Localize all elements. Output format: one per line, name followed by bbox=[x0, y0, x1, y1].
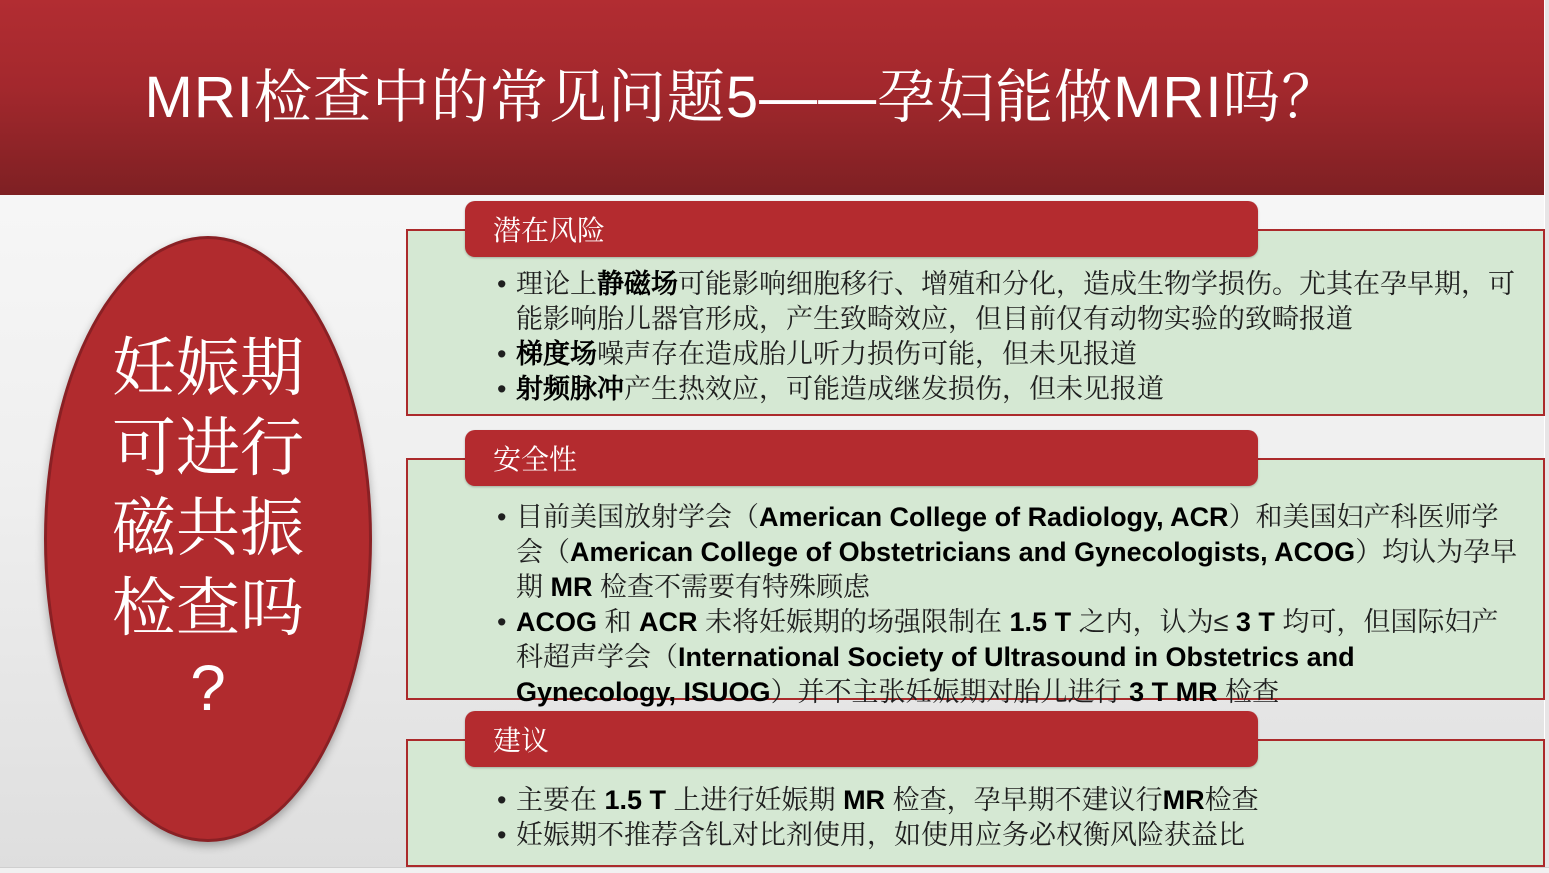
bullet-item bbox=[497, 267, 1521, 337]
section-body-potential-risks bbox=[406, 229, 1545, 416]
bullet-item bbox=[497, 783, 1521, 818]
question-line: 磁共振 bbox=[112, 492, 304, 564]
question-line: 妊娠期 bbox=[112, 332, 304, 404]
bullet-list-safety bbox=[408, 460, 1543, 710]
bullet-item bbox=[497, 605, 1521, 710]
text-run: 梯度场 bbox=[516, 339, 597, 369]
text-run: 目前美国放射学会（ bbox=[516, 502, 759, 532]
bullet-item bbox=[497, 500, 1521, 605]
slide-title: MRI检查中的常见问题5——孕妇能做MRI吗？ bbox=[144, 64, 1341, 130]
text-run: 主要在 bbox=[516, 785, 605, 815]
question-line: ? bbox=[190, 652, 226, 724]
section-header-recommendations bbox=[465, 711, 1258, 767]
section-header-label: 建议 bbox=[493, 725, 550, 756]
text-run: ）并不主张妊娠期对胎儿进行 bbox=[770, 677, 1130, 707]
text-run: 射频脉冲 bbox=[516, 374, 624, 404]
question-line: 检查吗 bbox=[112, 572, 304, 644]
text-run: 理论上 bbox=[516, 269, 597, 299]
text-run: American College of Radiology, ACR bbox=[759, 502, 1229, 532]
bullet-item bbox=[497, 372, 1521, 407]
text-run: MR bbox=[550, 572, 593, 602]
text-run: American College of Obstetricians and Gynecologists, ACOG bbox=[570, 537, 1356, 567]
bullet-item bbox=[497, 818, 1521, 853]
text-run: ）和美国妇产科医师学会（ bbox=[516, 502, 1499, 567]
text-run: 检查 bbox=[1204, 785, 1259, 815]
text-run: 噪声存在造成胎儿听力损伤可能，但未见报道 bbox=[597, 339, 1137, 369]
text-run: 和 bbox=[597, 607, 640, 637]
text-run: 上进行妊娠期 bbox=[666, 785, 844, 815]
text-run: International Society of Ultrasound in Obstetrics and Gynecology, ISUOG bbox=[516, 642, 1355, 707]
section-header-safety bbox=[465, 430, 1258, 486]
question-line: 可进行 bbox=[112, 412, 304, 484]
bullet-item bbox=[497, 337, 1521, 372]
section-body-safety bbox=[406, 458, 1545, 707]
text-run: 检查，孕早期不建议行 bbox=[885, 785, 1163, 815]
text-run: 1.5 T bbox=[604, 785, 667, 815]
text-run: 产生热效应，可能造成继发损伤，但未见报道 bbox=[624, 374, 1164, 404]
text-run: ACR bbox=[639, 607, 698, 637]
text-run: 未将妊娠期的场强限制在 bbox=[697, 607, 1010, 637]
question-text bbox=[112, 328, 304, 728]
bullet-list-potential-risks bbox=[408, 231, 1543, 407]
text-run: 均可，但国际妇产科超声学会（ bbox=[516, 607, 1499, 672]
slide-bottom-edge bbox=[0, 867, 1549, 873]
text-run: MR bbox=[1162, 785, 1205, 815]
text-run: MR bbox=[843, 785, 886, 815]
question-ellipse bbox=[44, 236, 372, 842]
section-header-potential-risks bbox=[465, 201, 1258, 257]
text-run: 可能影响细胞移行、增殖和分化，造成生物学损伤。尤其在孕早期，可能影响胎儿器官形成，产生致畸效应，但目前仅有动物实验的致畸报道 bbox=[516, 269, 1515, 334]
text-run: 检查不需要有特殊顾虑 bbox=[592, 572, 871, 602]
text-run: 妊娠期不推荐含钆对比剂使用，如使用应务必权衡风险获益比 bbox=[516, 820, 1245, 850]
text-run: 检查 bbox=[1217, 677, 1280, 707]
section-header-label: 安全性 bbox=[493, 444, 578, 475]
text-run: 1.5 T bbox=[1009, 607, 1072, 637]
text-run: ）均认为孕早期 bbox=[516, 537, 1518, 602]
text-run: 3 T bbox=[1235, 607, 1275, 637]
text-run: 静磁场 bbox=[597, 269, 678, 299]
text-run: ACOG bbox=[516, 607, 597, 637]
title-banner bbox=[0, 0, 1545, 195]
text-run: 之内，认为≤ bbox=[1071, 607, 1236, 637]
section-header-label: 潜在风险 bbox=[493, 215, 606, 246]
text-run: 3 T MR bbox=[1129, 677, 1218, 707]
